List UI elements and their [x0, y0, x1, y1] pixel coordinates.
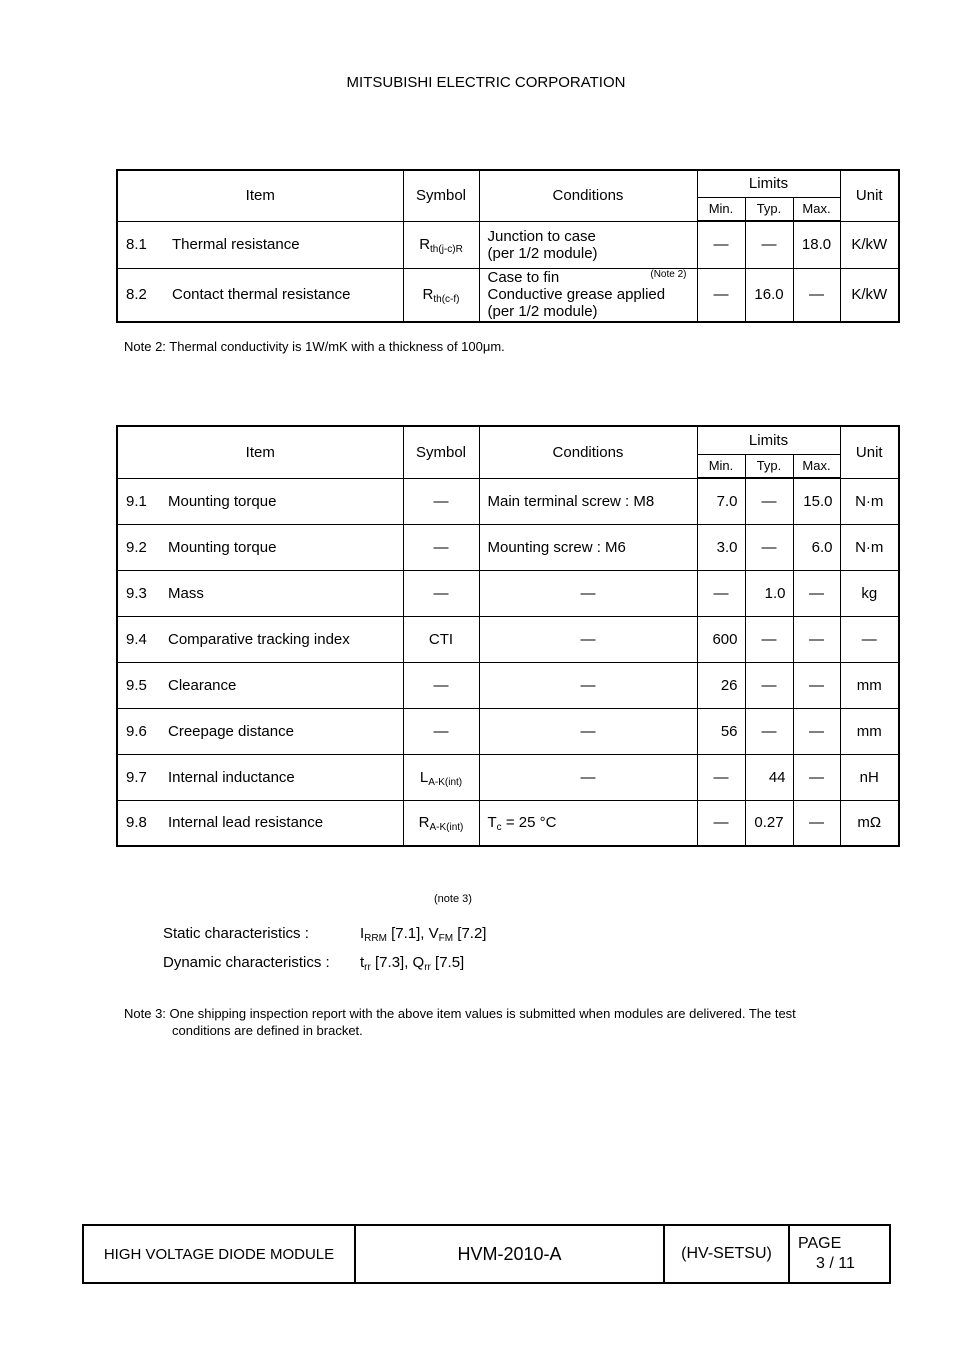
row-min: 56 — [697, 708, 745, 754]
col-limits: Limits — [697, 170, 840, 197]
static-values — [360, 925, 486, 942]
dynamic-label: Dynamic characteristics : — [163, 954, 330, 971]
row-unit: kg — [840, 570, 899, 616]
col-min: Min. — [697, 454, 745, 478]
table-row — [117, 478, 899, 524]
row-item: Internal lead resistance — [168, 814, 324, 832]
static-v-ref: [7.2] — [453, 925, 487, 942]
row-cond-line: (per 1/2 module) — [487, 303, 598, 321]
row-max: — — [793, 754, 840, 800]
row-item: Clearance — [168, 676, 237, 694]
row-no: 9.2 — [126, 538, 147, 556]
row-min: — — [697, 221, 745, 268]
col-item: Item — [117, 426, 403, 478]
col-symbol: Symbol — [403, 426, 479, 478]
table-row — [117, 524, 899, 570]
table-row — [117, 570, 899, 616]
row-min: 600 — [697, 616, 745, 662]
row-cond-line: Conductive grease applied — [487, 286, 666, 304]
row-cond: — — [479, 662, 697, 708]
row-symbol-sub: th(j-c)R — [430, 244, 463, 255]
row-max: — — [793, 570, 840, 616]
row-cond: — — [479, 616, 697, 662]
row-typ: 0.27 — [745, 800, 793, 846]
row-symbol: CTI — [403, 616, 479, 662]
row-cond-rest: = 25 °C — [501, 814, 557, 832]
row-symbol-sub: A-K(int) — [428, 776, 463, 788]
note-3-ref: (note 3) — [434, 893, 472, 905]
row-symbol: L — [419, 768, 429, 786]
row-symbol-sub: A-K(int) — [429, 822, 464, 834]
row-min: 26 — [697, 662, 745, 708]
col-min: Min. — [697, 197, 745, 221]
row-min: — — [697, 268, 745, 322]
note-2: Note 2: Thermal conductivity is 1W/mK with a thickness of 100μm. — [124, 339, 505, 354]
row-unit: — — [840, 616, 899, 662]
col-typ: Typ. — [745, 197, 793, 221]
row-symbol-sub: th(c-f) — [433, 294, 460, 306]
row-item: Mounting torque — [168, 492, 277, 510]
table-row — [117, 708, 899, 754]
row-cond: — — [479, 754, 697, 800]
row-cond: — — [479, 708, 697, 754]
footer-page-label: PAGE — [798, 1235, 842, 1252]
row-typ: — — [745, 662, 793, 708]
col-conditions: Conditions — [479, 170, 697, 221]
row-item: Mass — [168, 584, 204, 602]
col-conditions: Conditions — [479, 426, 697, 478]
row-item: Creepage distance — [168, 722, 294, 740]
col-typ: Typ. — [745, 454, 793, 478]
footer-product: HIGH VOLTAGE DIODE MODULE — [84, 1226, 356, 1282]
row-max: 15.0 — [793, 478, 840, 524]
dynamic-t: t — [360, 954, 365, 971]
footer-code: (HV-SETSU) — [665, 1226, 790, 1282]
col-unit: Unit — [840, 426, 899, 478]
row-no: 9.8 — [126, 814, 147, 832]
row-symbol: R — [422, 286, 434, 304]
dynamic-q-ref: [7.5] — [430, 954, 465, 971]
row-symbol: — — [403, 570, 479, 616]
row-symbol: R — [418, 814, 430, 832]
row-no: 9.1 — [126, 492, 147, 510]
row-unit: N·m — [840, 478, 899, 524]
row-cond: Main terminal screw : M8 — [479, 478, 697, 524]
row-cond: Mounting screw : M6 — [479, 524, 697, 570]
row-typ: — — [745, 524, 793, 570]
row-min: 7.0 — [697, 478, 745, 524]
table-row — [117, 754, 899, 800]
note-3-line2: conditions are defined in bracket. — [172, 1023, 363, 1038]
footer-page — [790, 1226, 889, 1282]
footer-doc-no: HVM-2010-A — [356, 1226, 665, 1282]
footer-page-value: 3 / 11 — [816, 1255, 855, 1272]
company-header: MITSUBISHI ELECTRIC CORPORATION — [346, 74, 626, 91]
row-max: — — [793, 662, 840, 708]
row-unit: mm — [840, 708, 899, 754]
row-typ: 44 — [745, 754, 793, 800]
row-max: — — [793, 708, 840, 754]
row-max: — — [793, 268, 840, 322]
row-symbol: — — [403, 524, 479, 570]
note-ref: (Note 2) — [650, 268, 687, 280]
row-no: 9.7 — [126, 768, 147, 786]
row-typ: 16.0 — [745, 268, 793, 322]
row-cond-sub: c — [496, 822, 502, 834]
col-max: Max. — [793, 197, 840, 221]
note-3-line1: Note 3: One shipping inspection report with the above item values is submitted when modules are delivered. The test — [124, 1006, 796, 1021]
static-v-sub: FM — [438, 933, 454, 944]
static-i-ref: [7.1], V — [386, 925, 439, 942]
row-no: 9.4 — [126, 630, 147, 648]
table-row — [117, 221, 899, 268]
row-cond: — — [479, 570, 697, 616]
row-typ: 1.0 — [745, 570, 793, 616]
dynamic-q-sub: rr — [424, 962, 431, 973]
row-item: Thermal resistance — [172, 236, 300, 253]
row-typ: — — [745, 221, 793, 268]
dynamic-values — [360, 954, 464, 971]
row-unit: mm — [840, 662, 899, 708]
row-cond: T — [487, 814, 497, 832]
dynamic-t-sub: rr — [364, 962, 371, 973]
row-typ: — — [745, 478, 793, 524]
row-symbol: — — [403, 662, 479, 708]
row-no: 8.2 — [126, 286, 147, 304]
row-max: 18.0 — [793, 221, 840, 268]
col-item: Item — [117, 170, 403, 221]
row-symbol: — — [403, 708, 479, 754]
col-unit: Unit — [840, 170, 899, 221]
row-cond-line: Case to fin — [487, 269, 560, 287]
col-symbol: Symbol — [403, 170, 479, 221]
dynamic-t-ref: [7.3], Q — [370, 954, 425, 971]
static-label: Static characteristics : — [163, 925, 309, 942]
row-unit: K/kW — [840, 268, 899, 322]
table-row — [117, 662, 899, 708]
row-max: — — [793, 800, 840, 846]
col-limits: Limits — [697, 426, 840, 454]
row-symbol: R — [419, 236, 431, 253]
row-unit: nH — [840, 754, 899, 800]
row-symbol: — — [403, 478, 479, 524]
row-unit: K/kW — [840, 221, 899, 268]
row-item: Contact thermal resistance — [172, 286, 351, 304]
row-item: Comparative tracking index — [168, 630, 350, 648]
thermal-table — [116, 169, 900, 323]
table-row — [117, 800, 899, 846]
row-cond-line: (per 1/2 module) — [487, 244, 598, 262]
row-item: Internal inductance — [168, 768, 295, 786]
table-row — [117, 268, 899, 322]
row-typ: — — [745, 708, 793, 754]
static-i: I — [360, 925, 365, 942]
row-no: 8.1 — [126, 236, 147, 253]
row-no: 9.6 — [126, 722, 147, 740]
footer-box — [82, 1224, 891, 1284]
row-cond-line: Junction to case — [487, 227, 596, 245]
row-min: — — [697, 754, 745, 800]
col-max: Max. — [793, 454, 840, 478]
row-min: — — [697, 570, 745, 616]
row-unit: mΩ — [840, 800, 899, 846]
row-max: 6.0 — [793, 524, 840, 570]
row-no: 9.3 — [126, 584, 147, 602]
row-min: 3.0 — [697, 524, 745, 570]
static-i-sub: RRM — [364, 933, 387, 944]
row-min: — — [697, 800, 745, 846]
row-max: — — [793, 616, 840, 662]
row-no: 9.5 — [126, 676, 147, 694]
mechanical-table — [116, 425, 900, 847]
row-unit: N·m — [840, 524, 899, 570]
row-item: Mounting torque — [168, 538, 277, 556]
table-row — [117, 616, 899, 662]
row-typ: — — [745, 616, 793, 662]
